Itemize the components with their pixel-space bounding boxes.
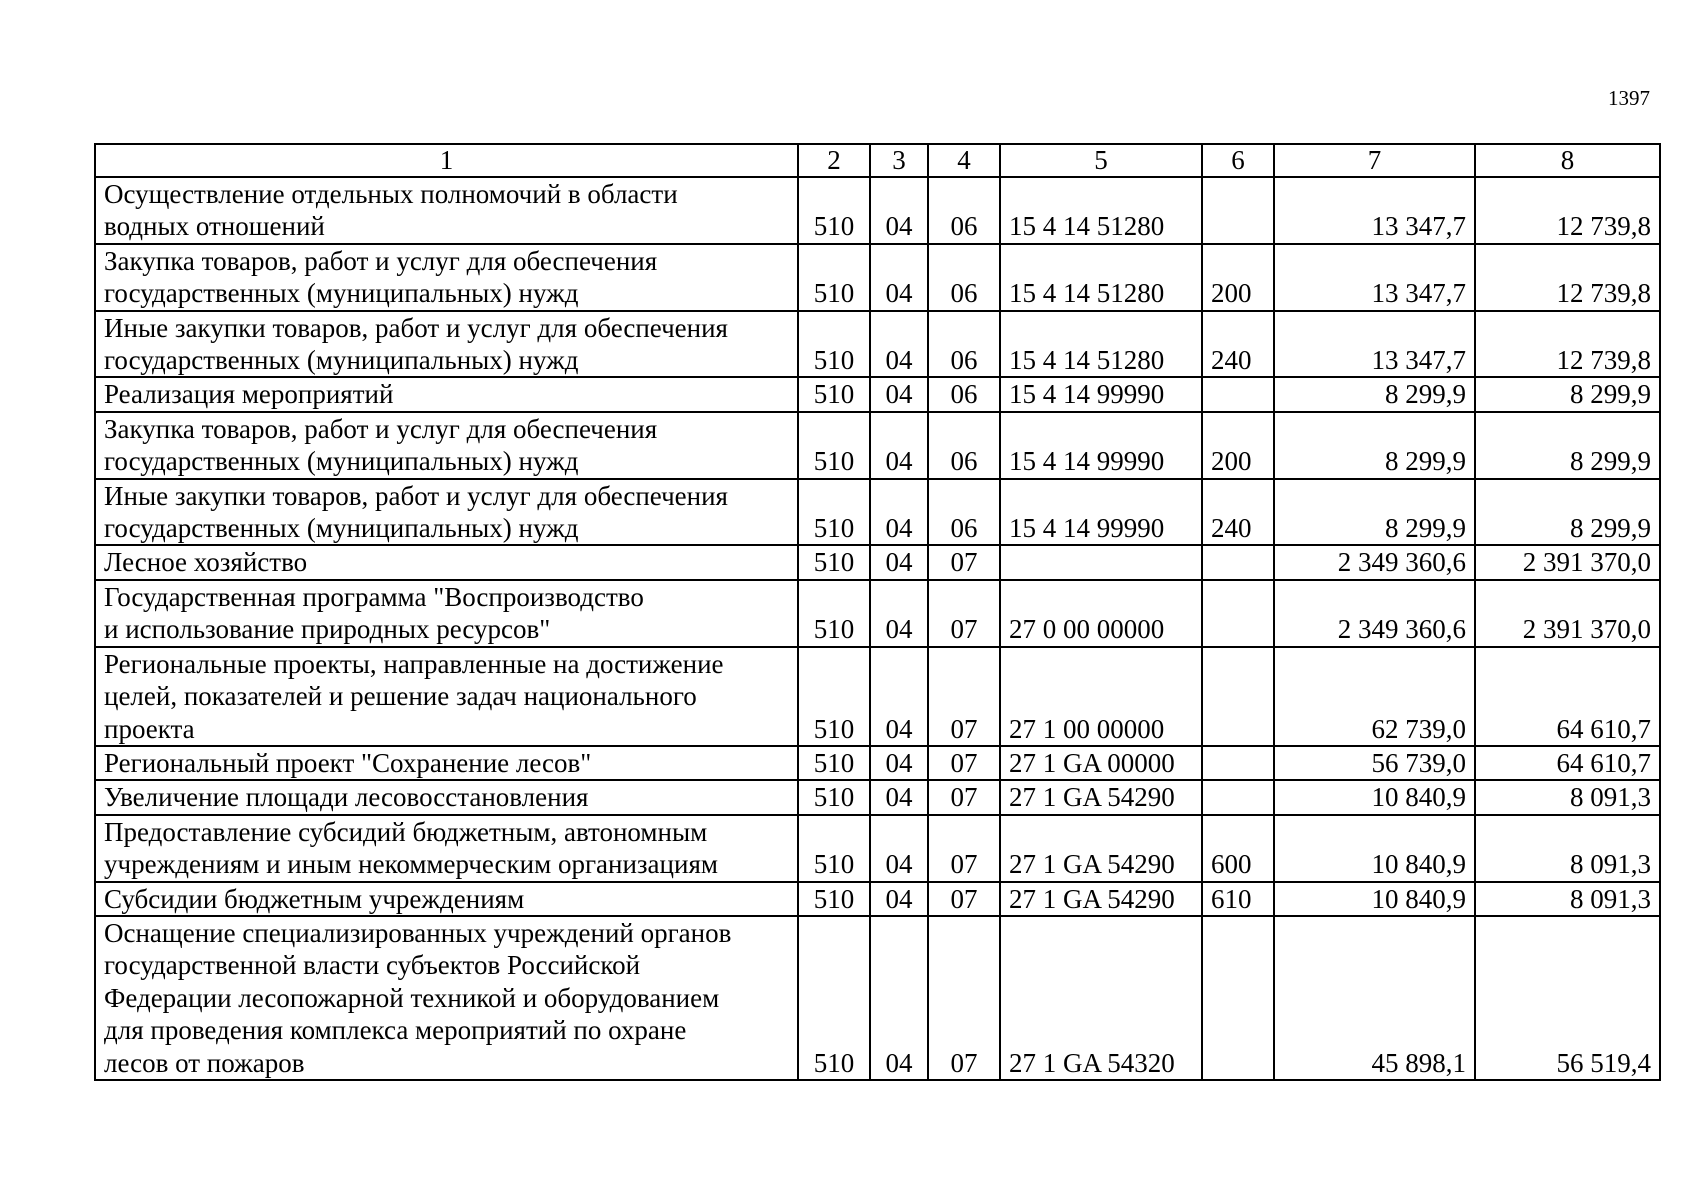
column-header: 6: [1202, 144, 1274, 177]
section-code-cell: 510: [798, 746, 870, 780]
subsection-code-cell: 06: [928, 244, 1000, 311]
section-code-cell: 510: [798, 815, 870, 882]
amount-cell: 2 349 360,6: [1274, 545, 1475, 579]
row-name-cell: [95, 412, 798, 479]
expense-type-cell: 600: [1202, 815, 1274, 882]
row-name-cell: [95, 815, 798, 882]
table-row: [95, 580, 1660, 647]
column-header: 4: [928, 144, 1000, 177]
expense-type-cell: 610: [1202, 882, 1274, 916]
budget-table: [94, 143, 1661, 1081]
expense-type-cell: [1202, 580, 1274, 647]
target-article-cell: [1000, 545, 1202, 579]
amount-cell: 8 299,9: [1274, 479, 1475, 546]
row-name-line: Федерации лесопожарной техникой и оборудованием: [104, 982, 720, 1013]
table-row: [95, 647, 1660, 746]
row-name-line: государственных (муниципальных) нужд: [104, 513, 579, 544]
subsection-code-cell: 06: [928, 177, 1000, 244]
target-article-cell: 15 4 14 99990: [1000, 377, 1202, 411]
subsection-code-cell: 04: [870, 916, 928, 1080]
table-row: [95, 815, 1660, 882]
subsection-code-cell: 06: [928, 479, 1000, 546]
table-row: [95, 377, 1660, 411]
target-article-cell: 27 1 00 00000: [1000, 647, 1202, 746]
table-row: [95, 177, 1660, 244]
subsection-code-cell: 04: [870, 815, 928, 882]
target-article-cell: 27 1 GA 54290: [1000, 882, 1202, 916]
target-article-cell: 27 1 GA 54320: [1000, 916, 1202, 1080]
row-name-line: государственных (муниципальных) нужд: [104, 446, 579, 477]
subsection-code-cell: 04: [870, 545, 928, 579]
row-name-line: Оснащение специализированных учреждений органов: [104, 917, 732, 948]
column-header: 7: [1274, 144, 1475, 177]
target-article-cell: 27 1 GA 54290: [1000, 780, 1202, 814]
row-name-line: Иные закупки товаров, работ и услуг для обеспечения: [104, 312, 728, 343]
table-row: [95, 479, 1660, 546]
row-name-line: Осуществление отдельных полномочий в области: [104, 179, 678, 209]
subsection-code-cell: 06: [928, 311, 1000, 378]
amount-cell: 2 349 360,6: [1274, 580, 1475, 647]
row-name-line: Иные закупки товаров, работ и услуг для обеспечения: [104, 480, 728, 511]
section-code-cell: 510: [798, 311, 870, 378]
expense-type-cell: [1202, 780, 1274, 814]
row-name-line: Закупка товаров, работ и услуг для обеспечения: [104, 413, 658, 444]
table-row: [95, 916, 1660, 1080]
target-article-cell: 15 4 14 99990: [1000, 479, 1202, 546]
subsection-code-cell: 07: [928, 545, 1000, 579]
row-name-cell: [95, 647, 798, 746]
amount-cell: 56 519,4: [1475, 916, 1660, 1080]
table-row: [95, 545, 1660, 579]
subsection-code-cell: 04: [870, 377, 928, 411]
section-code-cell: 510: [798, 916, 870, 1080]
amount-cell: 2 391 370,0: [1475, 580, 1660, 647]
table-row: [95, 780, 1660, 814]
table-row: [95, 882, 1660, 916]
target-article-cell: 27 1 GA 00000: [1000, 746, 1202, 780]
subsection-code-cell: 04: [870, 177, 928, 244]
subsection-code-cell: 04: [870, 412, 928, 479]
row-name-line: Увеличение площади лесовосстановления: [104, 782, 589, 813]
subsection-code-cell: 07: [928, 780, 1000, 814]
amount-cell: 8 299,9: [1475, 479, 1660, 546]
expense-type-cell: [1202, 746, 1274, 780]
amount-cell: 8 299,9: [1274, 377, 1475, 411]
section-code-cell: 510: [798, 545, 870, 579]
subsection-code-cell: 04: [870, 244, 928, 311]
row-name-line: Предоставление субсидий бюджетным, автономным: [104, 816, 708, 847]
subsection-code-cell: 06: [928, 412, 1000, 479]
column-header: 8: [1475, 144, 1660, 177]
row-name-cell: [95, 479, 798, 546]
row-name-line: Закупка товаров, работ и услуг для обеспечения: [104, 245, 658, 276]
expense-type-cell: [1202, 916, 1274, 1080]
subsection-code-cell: 04: [870, 746, 928, 780]
section-code-cell: 510: [798, 377, 870, 411]
section-code-cell: 510: [798, 882, 870, 916]
subsection-code-cell: 04: [870, 647, 928, 746]
row-name-cell: [95, 377, 798, 411]
table-row: [95, 746, 1660, 780]
amount-cell: 12 739,8: [1475, 311, 1660, 378]
section-code-cell: 510: [798, 244, 870, 311]
subsection-code-cell: 07: [928, 746, 1000, 780]
subsection-code-cell: 04: [870, 311, 928, 378]
column-header: 1: [95, 144, 798, 177]
subsection-code-cell: 04: [870, 479, 928, 546]
subsection-code-cell: 04: [870, 882, 928, 916]
row-name-line: учреждениям и иным некоммерческим организациям: [104, 849, 718, 880]
amount-cell: 13 347,7: [1274, 177, 1475, 244]
section-code-cell: 510: [798, 647, 870, 746]
expense-type-cell: [1202, 177, 1274, 244]
row-name-line: водных отношений: [104, 211, 325, 242]
table-row: [95, 412, 1660, 479]
row-name-cell: [95, 916, 798, 1080]
target-article-cell: 15 4 14 51280: [1000, 244, 1202, 311]
section-code-cell: 510: [798, 780, 870, 814]
amount-cell: 13 347,7: [1274, 244, 1475, 311]
table-body: [95, 177, 1660, 1080]
amount-cell: 45 898,1: [1274, 916, 1475, 1080]
target-article-cell: 15 4 14 51280: [1000, 311, 1202, 378]
target-article-cell: 15 4 14 51280: [1000, 177, 1202, 244]
amount-cell: 12 739,8: [1475, 177, 1660, 244]
expense-type-cell: [1202, 377, 1274, 411]
subsection-code-cell: 07: [928, 580, 1000, 647]
amount-cell: 10 840,9: [1274, 815, 1475, 882]
amount-cell: 8 299,9: [1274, 412, 1475, 479]
row-name-line: Субсидии бюджетным учреждениям: [104, 883, 525, 914]
row-name-line: государственной власти субъектов Российской: [104, 950, 641, 981]
row-name-cell: [95, 545, 798, 579]
row-name-line: государственных (муниципальных) нужд: [104, 278, 579, 309]
subsection-code-cell: 07: [928, 916, 1000, 1080]
row-name-line: Региональный проект "Сохранение лесов": [104, 747, 592, 778]
expense-type-cell: [1202, 647, 1274, 746]
amount-cell: 8 091,3: [1475, 780, 1660, 814]
row-name-cell: [95, 177, 798, 244]
row-name-line: Государственная программа "Воспроизводство: [104, 581, 644, 612]
expense-type-cell: [1202, 545, 1274, 579]
row-name-line: Региональные проекты, направленные на достижение: [104, 648, 724, 679]
expense-type-cell: 200: [1202, 244, 1274, 311]
subsection-code-cell: 07: [928, 647, 1000, 746]
section-code-cell: 510: [798, 412, 870, 479]
section-code-cell: 510: [798, 177, 870, 244]
row-name-line: и использование природных ресурсов": [104, 614, 551, 645]
table-row: [95, 311, 1660, 378]
amount-cell: 2 391 370,0: [1475, 545, 1660, 579]
row-name-line: для проведения комплекса мероприятий по охране: [104, 1015, 687, 1046]
row-name-line: Лесное хозяйство: [104, 547, 308, 578]
amount-cell: 8 299,9: [1475, 377, 1660, 411]
expense-type-cell: 200: [1202, 412, 1274, 479]
amount-cell: 64 610,7: [1475, 647, 1660, 746]
subsection-code-cell: 07: [928, 882, 1000, 916]
section-code-cell: 510: [798, 580, 870, 647]
subsection-code-cell: 04: [870, 580, 928, 647]
amount-cell: 64 610,7: [1475, 746, 1660, 780]
row-name-line: проекта: [104, 713, 195, 744]
expense-type-cell: 240: [1202, 479, 1274, 546]
row-name-cell: [95, 311, 798, 378]
table-row: [95, 244, 1660, 311]
amount-cell: 56 739,0: [1274, 746, 1475, 780]
row-name-cell: [95, 882, 798, 916]
amount-cell: 13 347,7: [1274, 311, 1475, 378]
amount-cell: 8 299,9: [1475, 412, 1660, 479]
expense-type-cell: 240: [1202, 311, 1274, 378]
row-name-line: государственных (муниципальных) нужд: [104, 345, 579, 376]
subsection-code-cell: 06: [928, 377, 1000, 411]
amount-cell: 10 840,9: [1274, 882, 1475, 916]
column-header: 2: [798, 144, 870, 177]
amount-cell: 12 739,8: [1475, 244, 1660, 311]
amount-cell: 8 091,3: [1475, 815, 1660, 882]
page-number: 1397: [1608, 86, 1650, 110]
row-name-cell: [95, 580, 798, 647]
target-article-cell: 27 0 00 00000: [1000, 580, 1202, 647]
amount-cell: 10 840,9: [1274, 780, 1475, 814]
row-name-cell: [95, 746, 798, 780]
section-code-cell: 510: [798, 479, 870, 546]
row-name-line: целей, показателей и решение задач национального: [104, 681, 697, 712]
row-name-line: Реализация мероприятий: [104, 379, 394, 410]
column-header: 5: [1000, 144, 1202, 177]
target-article-cell: 27 1 GA 54290: [1000, 815, 1202, 882]
amount-cell: 62 739,0: [1274, 647, 1475, 746]
row-name-cell: [95, 244, 798, 311]
subsection-code-cell: 04: [870, 780, 928, 814]
target-article-cell: 15 4 14 99990: [1000, 412, 1202, 479]
row-name-line: лесов от пожаров: [104, 1047, 305, 1078]
subsection-code-cell: 07: [928, 815, 1000, 882]
row-name-cell: [95, 780, 798, 814]
amount-cell: 8 091,3: [1475, 882, 1660, 916]
header-row: [95, 144, 1660, 177]
column-header: 3: [870, 144, 928, 177]
